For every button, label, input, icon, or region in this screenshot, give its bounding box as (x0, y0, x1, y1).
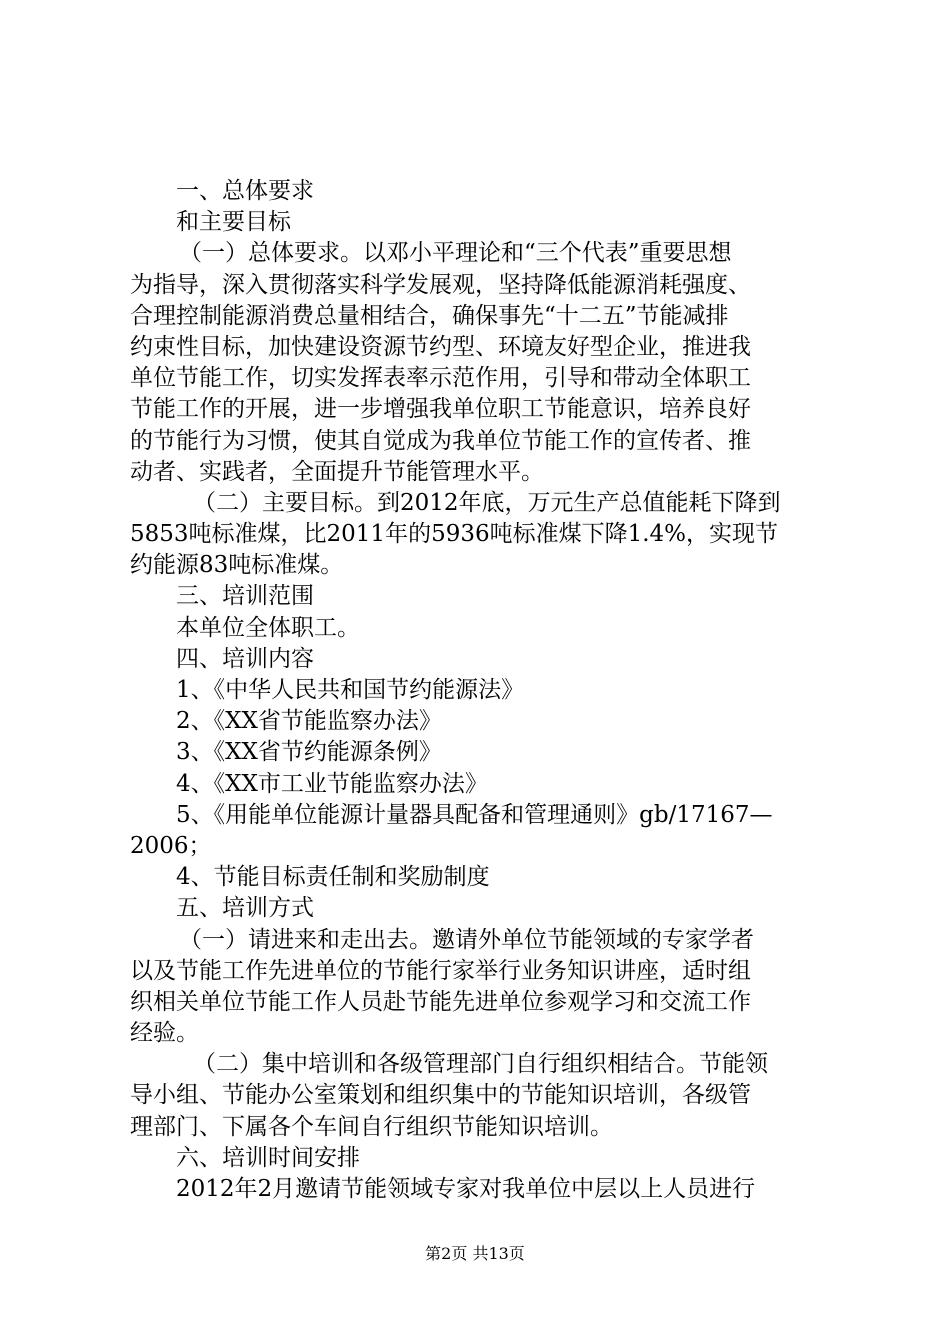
paragraph-line: 单位节能工作，切实发挥表率示范作用，引导和带动全体职工 (130, 365, 751, 392)
list-item: 4、节能目标责任制和奖励制度 (176, 864, 490, 891)
section-heading: 三、培训范围 (176, 583, 314, 610)
list-item: 3、《XX省节约能源条例》 (176, 739, 442, 766)
paragraph-line: 以及节能工作先进单位的节能行家举行业务知识讲座，适时组 (130, 957, 751, 984)
section-heading: 一、总体要求 (176, 178, 314, 204)
paragraph-line: 导小组、节能办公室策划和组织集中的节能知识培训，各级管 (130, 1082, 751, 1109)
list-item: 4、《XX市工业节能监察办法》 (176, 770, 488, 797)
paragraph-line: 的节能行为习惯，使其自觉成为我单位节能工作的宣传者、推 (130, 427, 751, 454)
paragraph-line: 理部门、下属各个车间自行组织节能知识培训。 (130, 1113, 613, 1140)
document-body (130, 176, 830, 1205)
list-item: 1、《中华人民共和国节约能源法》 (176, 677, 525, 703)
section-heading-continuation: 和主要目标 (176, 209, 291, 236)
paragraph-line: 合理控制能源消费总量相结合，确保事先“十二五”节能减排 (130, 302, 729, 329)
list-item: 5、《用能单位能源计量器具配备和管理通则》gb/17167— (176, 801, 773, 828)
paragraph-line: （二）主要目标。到2012年底，万元生产总值能耗下降到 (193, 489, 781, 516)
list-item: 2、《XX省节能监察办法》 (176, 708, 442, 735)
paragraph-line: （一）总体要求。以邓小平理论和“三个代表”重要思想 (179, 240, 732, 267)
list-item-continuation: 2006； (130, 832, 212, 859)
paragraph-line: 为指导，深入贯彻落实科学发展观，坚持降低能源消耗强度、 (130, 271, 751, 298)
paragraph-line: 织相关单位节能工作人员赴节能先进单位参观学习和交流工作 (130, 988, 751, 1015)
page-number-footer: 第2页 共13页 (425, 1244, 525, 1263)
paragraph-line: （二）集中培训和各级管理部门自行组织相结合。节能领 (193, 1051, 768, 1078)
section-heading: 六、培训时间安排 (176, 1144, 360, 1171)
paragraph-line: 约能源83吨标准煤。 (130, 552, 344, 579)
paragraph-line: 动者、实践者，全面提升节能管理水平。 (130, 458, 544, 485)
section-heading: 四、培训内容 (176, 645, 314, 672)
paragraph-line: 5853吨标准煤，比2011年的5936吨标准煤下降1.4%，实现节 (130, 521, 779, 548)
paragraph-line: 2012年2月邀请节能领域专家对我单位中层以上人员进行 (176, 1176, 756, 1202)
paragraph-line: 约束性目标，加快建设资源节约型、环境友好型企业，推进我 (130, 333, 751, 360)
paragraph-line: （一）请进来和走出去。邀请外单位节能领域的专家学者 (179, 926, 754, 953)
paragraph-line: 经验。 (130, 1020, 199, 1047)
paragraph-line: 本单位全体职工。 (176, 614, 360, 641)
paragraph-line: 节能工作的开展，进一步增强我单位职工节能意识，培养良好 (130, 396, 751, 423)
section-heading: 五、培训方式 (176, 895, 314, 922)
